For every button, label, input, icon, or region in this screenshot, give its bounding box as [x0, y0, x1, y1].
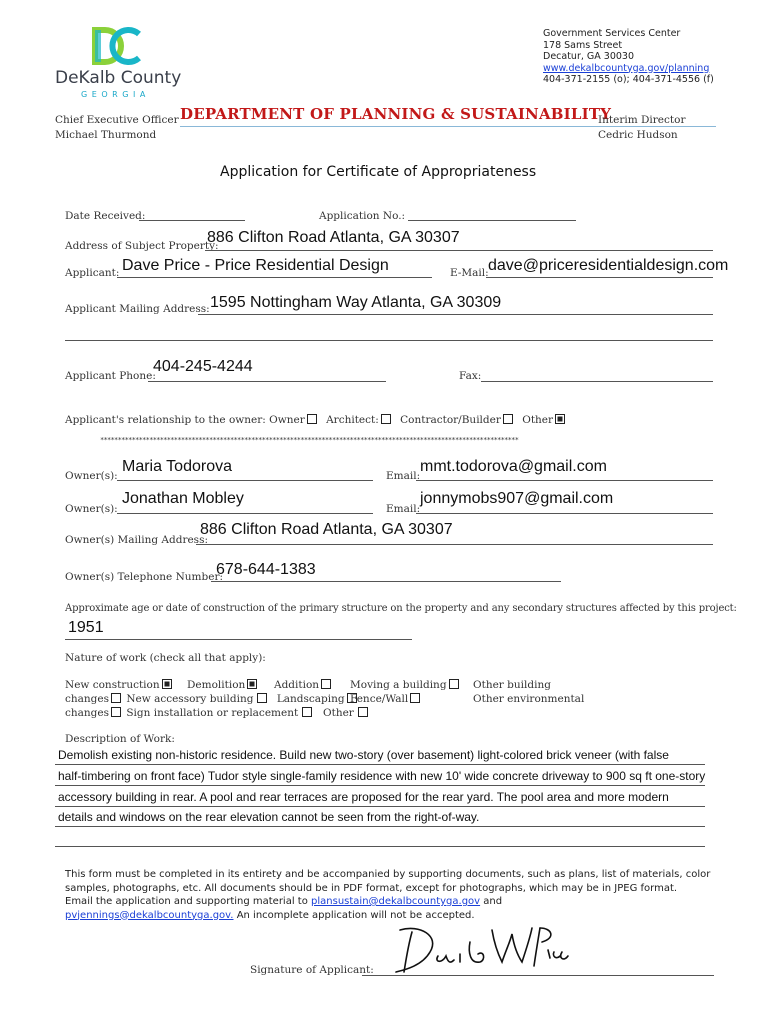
applicant-label: Applicant:: [65, 267, 120, 279]
description-rule-2: [55, 785, 705, 786]
instructions-note: [65, 868, 715, 922]
work-new-accessory-checkbox[interactable]: [257, 693, 267, 703]
description-rule-5: [55, 846, 705, 847]
description-label: Description of Work:: [65, 733, 175, 745]
note-line-2: samples, photographs, etc. All documents should be in PDF format, except for photographs, which may be in JPEG format.: [65, 882, 678, 894]
description-rule-3: [55, 806, 705, 807]
work-demolition: [187, 679, 259, 691]
work-changes2-checkbox[interactable]: [111, 707, 121, 717]
owner2-email-line: [416, 513, 713, 514]
description-line-4[interactable]: details and windows on the rear elevation cannot be seen from the right-of-way.: [58, 810, 480, 824]
note-line-4: An incomplete application will not be accepted.: [236, 909, 475, 921]
director-title: Interim Director: [598, 114, 686, 126]
owner2-email-value[interactable]: jonnymobs907@gmail.com: [420, 490, 614, 507]
owner1-value[interactable]: Maria Todorova: [122, 458, 232, 475]
work-other-building-label: Other building: [473, 679, 551, 691]
website-link[interactable]: www.dekalbcountyga.gov/planning: [543, 62, 710, 74]
rel-contractor-label: Contractor/Builder: [400, 414, 501, 426]
work-sign-label: Sign installation or replacement: [126, 707, 299, 719]
owner2-value[interactable]: Jonathan Mobley: [122, 490, 244, 507]
work-new-accessory-label: New accessory building: [126, 693, 254, 705]
email-value[interactable]: dave@priceresidentialdesign.com: [488, 257, 729, 274]
age-label: Approximate age or date of construction of the primary structure on the property and any secondary structures affected by this project:: [65, 603, 737, 614]
owner-mailing-label: Owner(s) Mailing Address:: [65, 534, 208, 546]
department-name: DEPARTMENT OF PLANNING & SUSTAINABILITY: [180, 105, 612, 123]
mailing-line: [198, 314, 713, 315]
date-received-input[interactable]: [139, 220, 245, 221]
signature-label: Signature of Applicant:: [250, 964, 374, 976]
address-line2: 178 Sams Street: [543, 39, 623, 51]
work-row3: [65, 707, 314, 719]
owner-mailing-line: [196, 544, 713, 545]
work-moving-checkbox[interactable]: [449, 679, 459, 689]
owner2-line: [117, 513, 373, 514]
owner1-line: [117, 480, 373, 481]
note-line-3a: Email the application and supporting material to: [65, 896, 308, 907]
fax-label: Fax:: [459, 370, 482, 382]
work-new-construction-checkbox[interactable]: [162, 679, 172, 689]
relationship-label: Applicant's relationship to the owner:: [65, 414, 266, 426]
rel-contractor-checkbox[interactable]: [503, 414, 513, 424]
address-value[interactable]: 886 Clifton Road Atlanta, GA 30307: [207, 229, 460, 246]
owner-mailing-value[interactable]: 886 Clifton Road Atlanta, GA 30307: [200, 521, 453, 538]
pvjennings-email-link[interactable]: pvjennings@dekalbcountyga.gov.: [65, 909, 234, 921]
phone-label: Applicant Phone:: [65, 370, 156, 382]
work-changes1-label: changes: [65, 693, 109, 705]
mailing-line-2: [65, 340, 713, 341]
work-other-checkbox[interactable]: [358, 707, 368, 717]
address-phones: 404-371-2155 (o); 404-371-4556 (f): [543, 74, 714, 85]
signature-image: [390, 922, 570, 982]
work-fence: [350, 693, 422, 705]
phone-line: [148, 381, 386, 382]
work-sign-checkbox[interactable]: [302, 707, 312, 717]
address-label: Address of Subject Property:: [65, 240, 219, 252]
rel-owner-checkbox[interactable]: [307, 414, 317, 424]
rel-architect-checkbox[interactable]: [381, 414, 391, 424]
logo-county-name: DeKalb County: [55, 68, 182, 88]
email-label: E-Mail:: [450, 267, 489, 279]
work-other: [323, 707, 370, 719]
applicant-line: [117, 277, 432, 278]
description-rule-1: [55, 764, 705, 765]
logo-state-name: G E O R G I A: [81, 90, 147, 99]
description-line-3[interactable]: accessory building in rear. A pool and rear terraces are proposed for the rear yard. The pool area and more modern: [58, 790, 669, 804]
address-line1: Government Services Center: [543, 28, 681, 39]
fax-line[interactable]: [481, 381, 713, 382]
work-addition: [274, 679, 333, 691]
note-line-3b: and: [483, 896, 503, 907]
form-title: Application for Certificate of Appropriateness: [220, 164, 537, 180]
description-rule-4: [55, 826, 705, 827]
applicant-value[interactable]: Dave Price - Price Residential Design: [122, 257, 389, 274]
phone-value[interactable]: 404-245-4244: [153, 358, 253, 375]
star-divider: ***********************************************************************************************************************: [100, 436, 519, 444]
work-addition-label: Addition: [274, 679, 320, 691]
office-address: [543, 28, 714, 86]
application-no-input[interactable]: [408, 220, 576, 221]
work-other-label: Other: [323, 707, 354, 719]
rel-other-label: Other: [522, 414, 554, 426]
rel-other-checkbox[interactable]: [555, 414, 565, 424]
rel-owner-label: Owner: [269, 414, 305, 426]
work-demolition-checkbox[interactable]: [247, 679, 257, 689]
work-fence-checkbox[interactable]: [410, 693, 420, 703]
rel-architect-label: Architect:: [326, 414, 379, 426]
owner1-email-line: [416, 480, 713, 481]
work-new-construction-label: New construction: [65, 679, 160, 691]
owner-phone-line: [211, 581, 561, 582]
age-line: [65, 639, 412, 640]
description-line-1[interactable]: Demolish existing non-historic residence. Build new two-story (over basement) light-colored brick veneer (with false: [58, 748, 669, 762]
work-row2: [65, 693, 359, 705]
work-changes2-label: changes: [65, 707, 109, 719]
owner1-email-value[interactable]: mmt.todorova@gmail.com: [420, 458, 607, 475]
dekalb-logo: [55, 24, 185, 104]
work-other-env-label: Other environmental: [473, 693, 585, 705]
work-changes1-checkbox[interactable]: [111, 693, 121, 703]
address-line: [205, 250, 713, 251]
date-received-label: Date Received:: [65, 210, 146, 222]
owner-phone-label: Owner(s) Telephone Number:: [65, 571, 224, 583]
owner2-email-label: Email:: [386, 503, 421, 515]
description-line-2[interactable]: half-timbering on front face) Tudor style single-family residence with new 10' wide concrete driveway to 900 sq ft one-story: [58, 769, 706, 783]
age-value[interactable]: 1951: [68, 619, 104, 636]
note-line-1: This form must be completed in its entirety and be accompanied by supporting documents, such as plans, list of materials, color: [65, 869, 711, 880]
ceo-name: Michael Thurmond: [55, 129, 157, 141]
mailing-value[interactable]: 1595 Nottingham Way Atlanta, GA 30309: [210, 294, 502, 311]
application-no-label: Application No.:: [319, 210, 406, 222]
owner2-label: Owner(s):: [65, 503, 118, 515]
plansustain-email-link[interactable]: plansustain@dekalbcountyga.gov: [311, 896, 481, 907]
owner1-label: Owner(s):: [65, 470, 118, 482]
work-moving-label: Moving a building: [350, 679, 447, 691]
work-fence-label: Fence/Wall: [350, 693, 409, 705]
owner1-email-label: Email:: [386, 470, 421, 482]
ceo-title: Chief Executive Officer: [55, 114, 179, 126]
work-landscaping-label: Landscaping: [276, 693, 345, 705]
email-line: [486, 277, 713, 278]
work-row1: [65, 679, 174, 691]
work-addition-checkbox[interactable]: [321, 679, 331, 689]
address-line3: Decatur, GA 30030: [543, 51, 634, 62]
relationship-row: [65, 414, 567, 426]
owner-phone-value[interactable]: 678-644-1383: [216, 561, 316, 578]
nature-label: Nature of work (check all that apply):: [65, 652, 266, 664]
director-name: Cedric Hudson: [598, 129, 678, 141]
work-moving: [350, 679, 461, 691]
mailing-label: Applicant Mailing Address:: [65, 303, 210, 315]
work-demolition-label: Demolition: [187, 679, 246, 691]
department-rule: [180, 126, 716, 127]
